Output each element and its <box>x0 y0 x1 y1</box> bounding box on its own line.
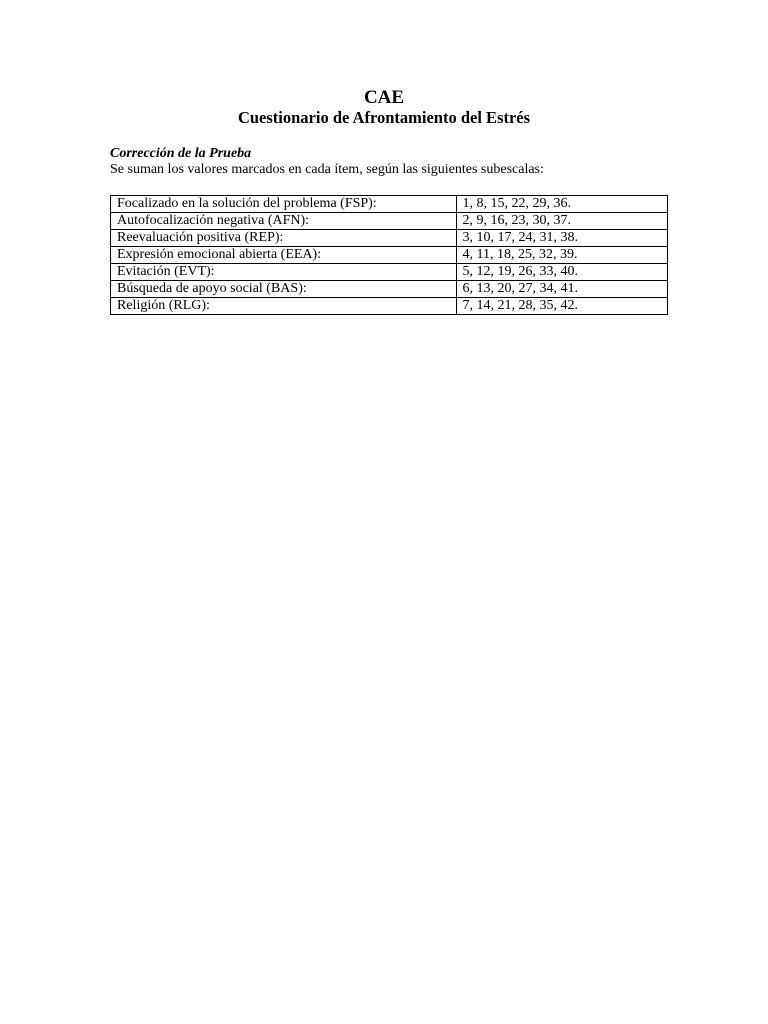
subscale-label: Expresión emocional abierta (EEA): <box>111 247 457 264</box>
subscale-label: Evitación (EVT): <box>111 264 457 281</box>
subscale-items: 2, 9, 16, 23, 30, 37. <box>456 213 667 230</box>
table-row <box>111 196 668 213</box>
subscale-label: Focalizado en la solución del problema (FSP): <box>111 196 457 213</box>
table-row <box>111 298 668 315</box>
subscale-label: Reevaluación positiva (REP): <box>111 230 457 247</box>
section-heading: Corrección de la Prueba <box>110 146 252 161</box>
subscale-items: 3, 10, 17, 24, 31, 38. <box>456 230 667 247</box>
subscale-label: Búsqueda de apoyo social (BAS): <box>111 281 457 298</box>
subscale-items: 6, 13, 20, 27, 34, 41. <box>456 281 667 298</box>
table-row <box>111 247 668 264</box>
subscale-items: 5, 12, 19, 26, 33, 40. <box>456 264 667 281</box>
subscale-items: 4, 11, 18, 25, 32, 39. <box>456 247 667 264</box>
intro-text: Se suman los valores marcados en cada ítem, según las siguientes subescalas: <box>110 162 544 177</box>
document-subtitle: Cuestionario de Afrontamiento del Estrés <box>237 108 531 127</box>
subscale-table <box>110 195 668 315</box>
table-row <box>111 230 668 247</box>
subscale-items: 7, 14, 21, 28, 35, 42. <box>456 298 667 315</box>
subscale-label: Autofocalización negativa (AFN): <box>111 213 457 230</box>
subscale-items: 1, 8, 15, 22, 29, 36. <box>456 196 667 213</box>
document-title: CAE <box>363 87 405 108</box>
subscale-label: Religión (RLG): <box>111 298 457 315</box>
table-row <box>111 264 668 281</box>
table-row <box>111 213 668 230</box>
table-row <box>111 281 668 298</box>
